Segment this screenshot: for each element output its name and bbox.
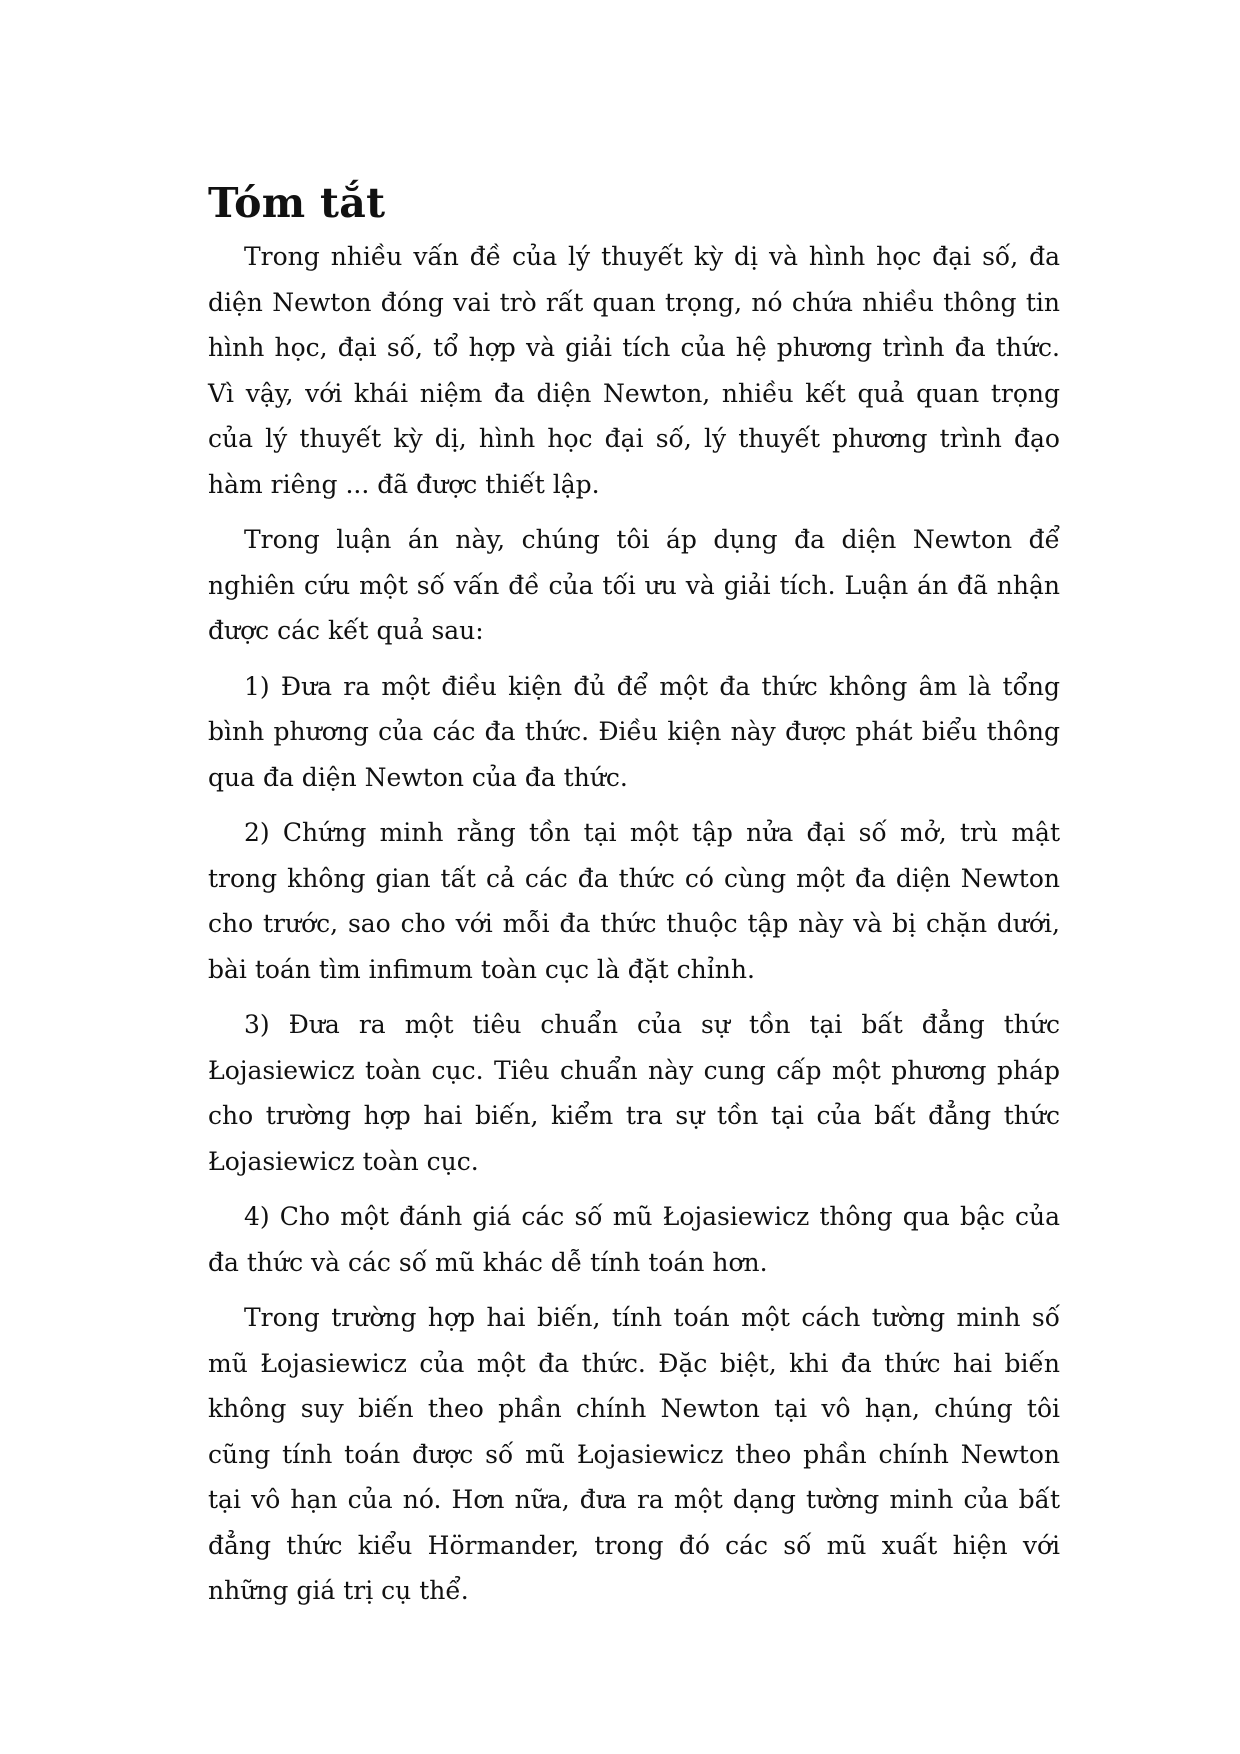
paragraph-intro: Trong nhiều vấn đề của lý thuyết kỳ dị và hình học đại số, đa diện Newton đóng vai trò rất quan trọng, nó chứa nhiều thông tin hình học, đại số, tổ hợp và giải tích của hệ phương trình đa thức. Vì vậy, với khái niệm đa diện Newton, nhiều kết quả quan trọng của lý thuyết kỳ dị, hình học đại số, lý thuyết phương trình đạo hàm riêng ... đã được thiết lập.	[208, 242, 1060, 499]
paragraph-result-3: 3) Đưa ra một tiêu chuẩn của sự tồn tại bất đẳng thức Łojasiewicz toàn cục. Tiêu chuẩn này cung cấp một phương pháp cho trường hợp hai biến, kiểm tra sự tồn tại của bất đẳng thức Łojasiewicz toàn cục.	[208, 1010, 1060, 1176]
paragraph-thesis-overview: Trong luận án này, chúng tôi áp dụng đa diện Newton để nghiên cứu một số vấn đề của tối ưu và giải tích. Luận án đã nhận được các kết quả sau:	[208, 525, 1060, 645]
paragraph-result-4: 4) Cho một đánh giá các số mũ Łojasiewicz thông qua bậc của đa thức và các số mũ khác dễ tính toán hơn.	[208, 1202, 1060, 1277]
abstract-heading: Tóm tắt	[208, 179, 386, 227]
paragraph-result-1: 1) Đưa ra một điều kiện đủ để một đa thức không âm là tổng bình phương của các đa thức. Điều kiện này được phát biểu thông qua đa diện Newton của đa thức.	[208, 671, 1060, 792]
abstract-page	[208, 176, 1060, 1624]
paragraph-result-2: 2) Chứng minh rằng tồn tại một tập nửa đại số mở, trù mật trong không gian tất cả các đa thức có cùng một đa diện Newton cho trước, sao cho với mỗi đa thức thuộc tập này và bị chặn dưới, bài toán tìm infimum toàn cục là đặt chỉnh.	[208, 818, 1060, 984]
paragraph-two-variable-case: Trong trường hợp hai biến, tính toán một cách tường minh số mũ Łojasiewicz của một đa thức. Đặc biệt, khi đa thức hai biến không suy biến theo phần chính Newton tại vô hạn, chúng tôi cũng tính toán được số mũ Łojasiewicz theo phần chính Newton tại vô hạn của nó. Hơn nữa, đưa ra một dạng tường minh của bất đẳng thức kiểu Hörmander, trong đó các số mũ xuất hiện với những giá trị cụ thể.	[208, 1303, 1060, 1605]
